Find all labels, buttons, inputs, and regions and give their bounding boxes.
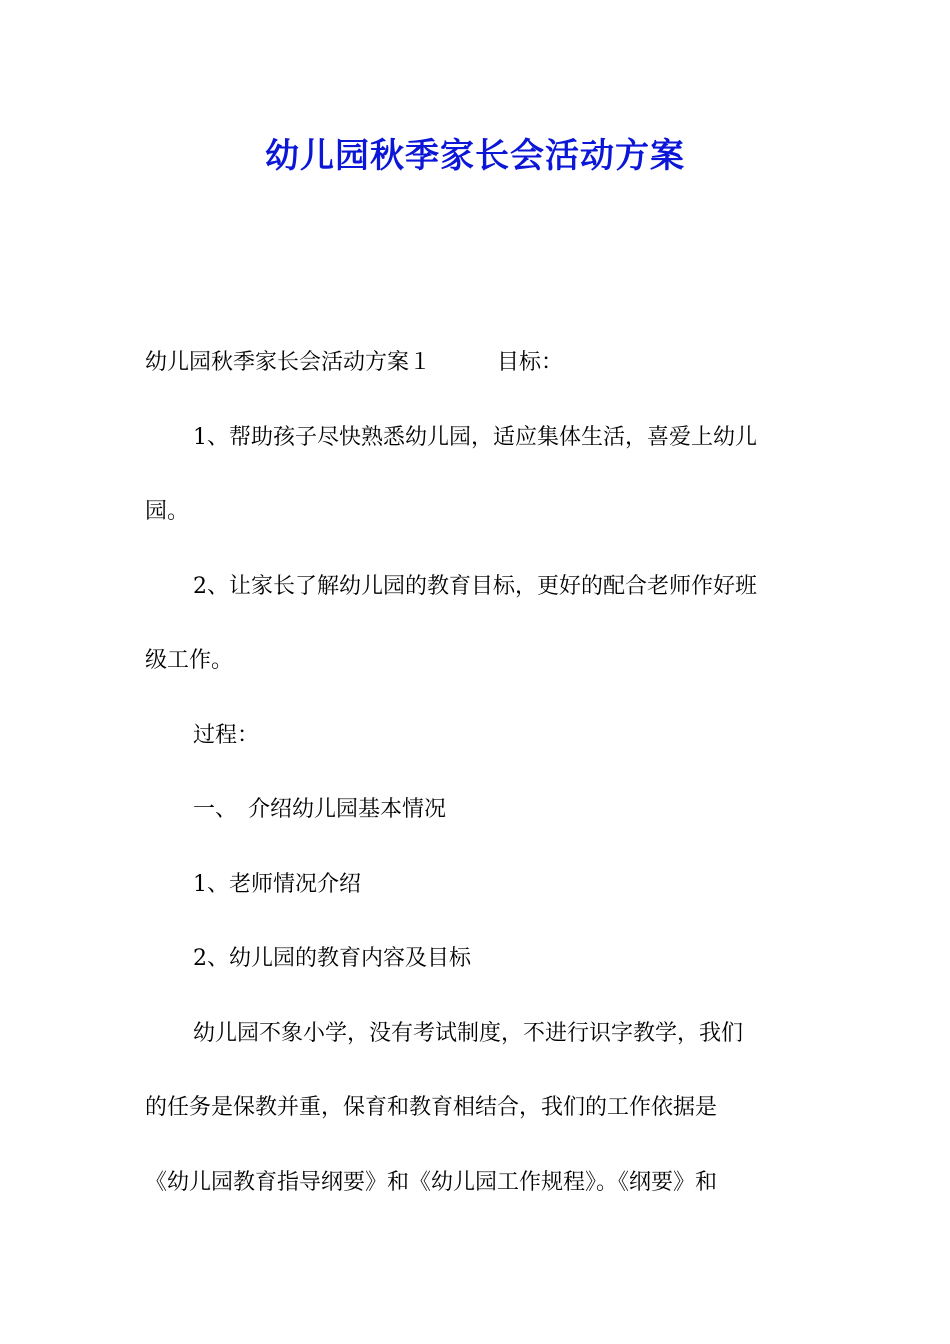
paragraph-line2: 的任务是保教并重，保育和教育相结合，我们的工作依据是 [145, 1095, 718, 1120]
list-item: 2、幼儿园的教育内容及目标 [193, 946, 471, 971]
paragraph-line1: 幼儿园不象小学，没有考试制度，不进行识字教学，我们 [193, 1021, 744, 1046]
heading-line-right: 目标： [497, 350, 564, 375]
goal1-line1: 1、帮助孩子尽快熟悉幼儿园，适应集体生活，喜爱上幼儿 [193, 425, 757, 450]
document-title: 幼儿园秋季家长会活动方案 [265, 136, 685, 176]
heading-line-left: 幼儿园秋季家长会活动方案１ [145, 350, 432, 375]
goal2-line1: 2、让家长了解幼儿园的教育目标，更好的配合老师作好班 [193, 574, 757, 599]
list-item: 1、老师情况介绍 [193, 872, 361, 897]
goal2-line2: 级工作。 [145, 648, 234, 673]
section1-heading: 一、 介绍幼儿园基本情况 [193, 797, 447, 822]
process-label: 过程： [193, 723, 260, 748]
goal1-line2: 园。 [145, 499, 190, 524]
paragraph-line3: 《幼儿园教育指导纲要》和《幼儿园工作规程》。《纲要》和 [145, 1170, 718, 1195]
